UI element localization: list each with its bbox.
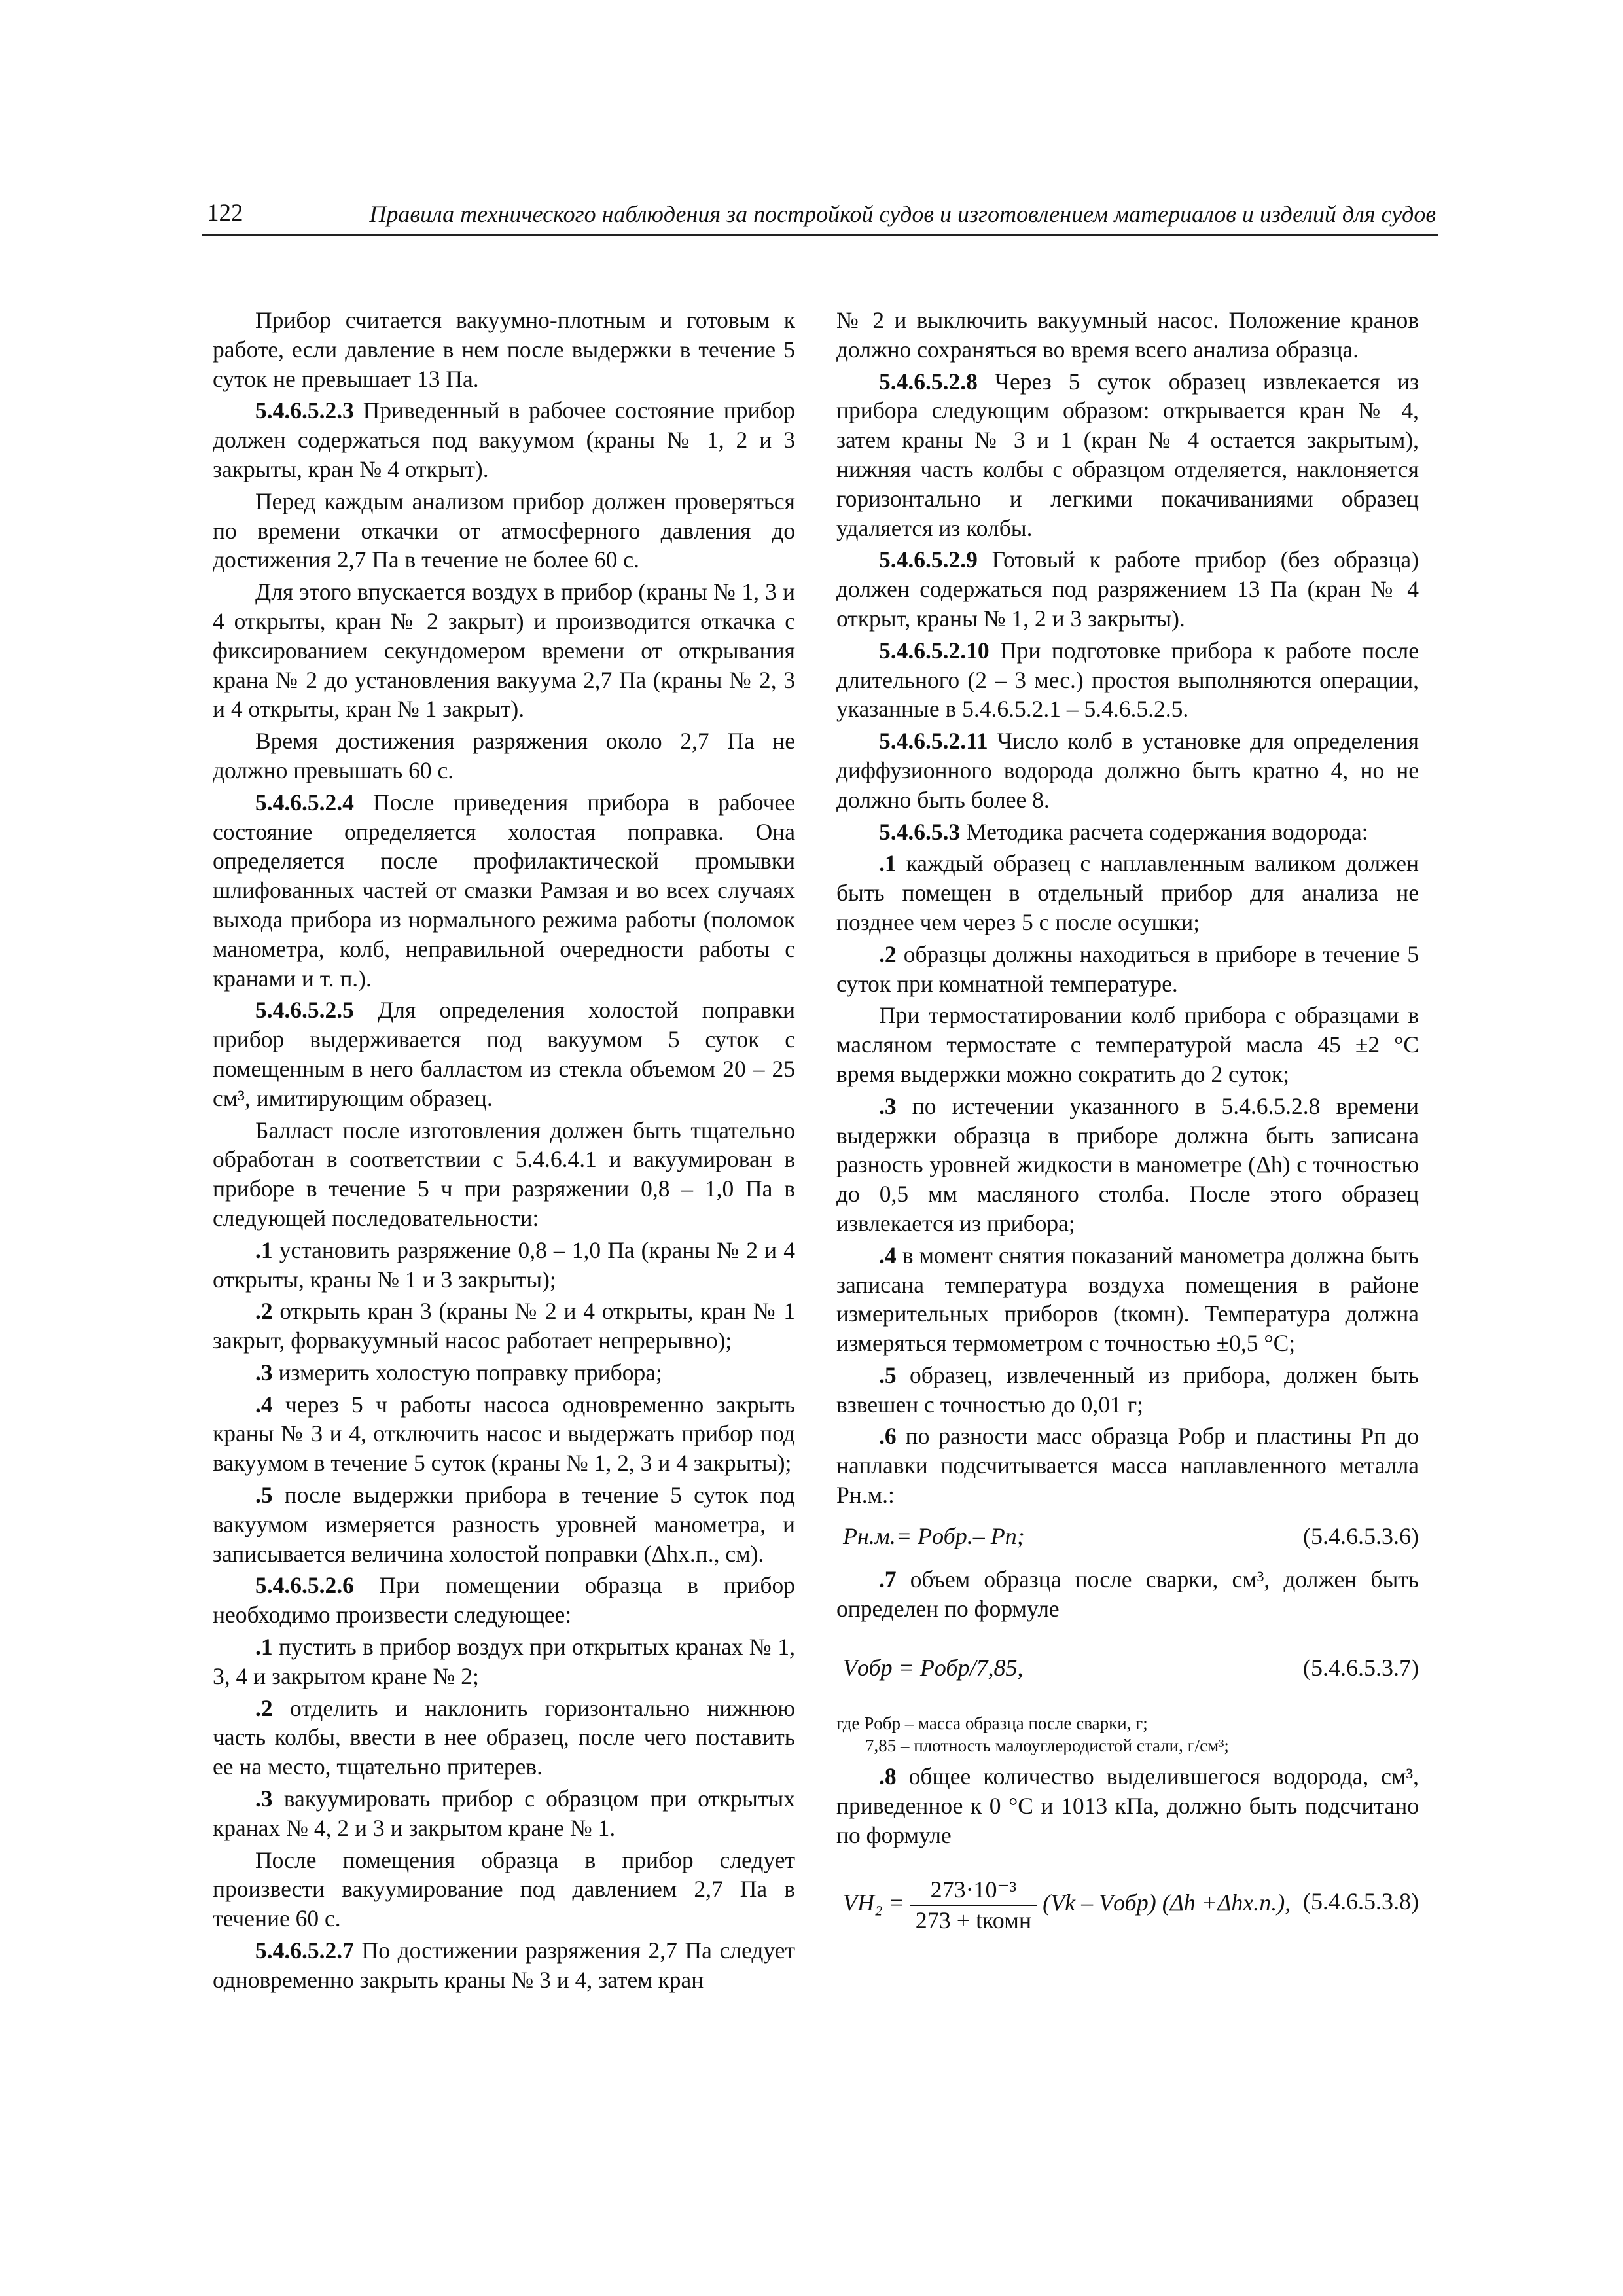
clause-number: 5.4.6.5.2.3	[255, 397, 354, 424]
list-item	[213, 1632, 795, 1691]
list-item	[213, 1694, 795, 1782]
item-text: пустить в прибор воздух при открытых кранах № 1, 3, 4 и закрытом кране № 2;	[213, 1634, 795, 1689]
paragraph	[836, 636, 1419, 724]
legend-line: где Pобр – масса образца после сварки, г;	[836, 1713, 1148, 1734]
list-item	[213, 1390, 795, 1478]
item-text: через 5 ч работы насоса одновременно закрыть краны № 3 и 4, отключить насос и выдержать прибор под вакуумом в течение 5 суток (краны № 1, 2, 3 и 4 закрыты);	[213, 1391, 795, 1477]
item-number: .3	[255, 1785, 273, 1812]
list-item	[836, 940, 1419, 999]
clause-text: Методика расчета содержания водорода:	[960, 818, 1368, 845]
item-text: вакуумировать прибор с образцом при открытых кранах № 4, 2 и 3 и закрытом кране № 1.	[213, 1785, 795, 1841]
item-text: после выдержки прибора в течение 5 суток под вакуумом измеряется разность уровней манометра, и записывается величина холостой поправки (Δhх.п., см).	[213, 1482, 795, 1567]
clause-number: 5.4.6.5.2.8	[879, 368, 978, 395]
list-item	[836, 1565, 1419, 1624]
item-number: .1	[255, 1634, 273, 1660]
clause-number: 5.4.6.5.2.7	[255, 1937, 354, 1964]
formula-rest: (Vk – Vобр) (Δh +Δhх.п.),	[1043, 1889, 1291, 1916]
paragraph	[213, 788, 795, 994]
formula-mass	[836, 1516, 1419, 1558]
item-number: .8	[879, 1763, 897, 1790]
clause-text: После приведения прибора в рабочее состояние определяется холостая поправка. Она определяется после профилактической промывки шлифованных частей от смазки Рамзая и во всех случаях выхода прибора из нормального режима работы (поломок манометра, колб, неправильной очередности работы с кранами и т. п.).	[213, 789, 795, 992]
running-title: Правила технического наблюдения за постройкой судов и изготовлением материалов и изделий для судов	[369, 201, 1436, 227]
formula-hydrogen	[836, 1857, 1419, 1942]
item-number: .3	[879, 1092, 897, 1119]
paragraph: № 2 и выключить вакуумный насос. Положение кранов должно сохраняться во время всего анализа образца.	[836, 307, 1419, 363]
legend-line: 7,85 – плотность малоуглеродистой стали, г/см³;	[865, 1736, 1229, 1756]
list-item	[836, 1422, 1419, 1509]
paragraph: Прибор считается вакуумно-плотным и готовым к работе, если давление в нем после выдержки в течение 5 суток не превышает 13 Па.	[213, 307, 795, 392]
paragraph: При термостатировании колб прибора с образцами в масляном термостате с температурой масла 45 ±2 °С время выдержки можно сократить до 2 суток;	[836, 1002, 1419, 1087]
formula-volume	[836, 1627, 1419, 1706]
paragraph	[213, 396, 795, 484]
paragraph	[213, 996, 795, 1113]
formula-expression: Vобр = Pобр/7,85,	[843, 1655, 1024, 1681]
formula-legend	[836, 1712, 1419, 1757]
list-item	[836, 1361, 1419, 1420]
clause-text: Готовый к работе прибор (без образца) должен содержаться под разряжением 13 Па (кран № 4 открыт, краны № 1, 2 и 3 закрыты).	[836, 547, 1419, 632]
item-number: .2	[255, 1298, 273, 1325]
formula-expression: Pн.м.= Pобр.– Pп;	[843, 1522, 1025, 1549]
item-text: образцы должны находиться в приборе в течение 5 суток при комнатной температуре.	[836, 941, 1419, 997]
clause-text: Для определения холостой поправки прибор выдерживается под вакуумом 5 суток с помещенным в него балластом из стекла объемом 20 – 25 см³, имитирующим образец.	[213, 997, 795, 1111]
paragraph	[836, 817, 1419, 847]
formula-lhs: VH₂ =	[843, 1889, 904, 1916]
list-item	[213, 1480, 795, 1568]
item-number: .2	[879, 941, 897, 967]
clause-number: 5.4.6.5.3	[879, 818, 961, 845]
clause-text: Через 5 суток образец извлекается из прибора следующим образом: открывается кран № 4, затем краны № 3 и 1 (кран № 4 остается закрытым), нижняя часть колбы с образцом отделяется, наклоняется горизонтально и легкими покачиваниями образец удаляется из колбы.	[836, 368, 1419, 541]
item-number: .5	[255, 1482, 273, 1509]
item-number: .1	[255, 1236, 273, 1263]
clause-text: Число колб в установке для определения диффузионного водорода должно быть кратно 4, но не должно быть более 8.	[836, 728, 1419, 813]
item-number: .3	[255, 1359, 273, 1386]
list-item	[836, 1092, 1419, 1238]
item-number: .4	[255, 1391, 273, 1418]
clause-number: 5.4.6.5.2.10	[879, 637, 990, 664]
item-text: в момент снятия показаний манометра должна быть записана температура воздуха помещения в районе измерительных приборов (tкомн). Температура должна измеряться термометром с точностью ±0,5 °С;	[836, 1242, 1419, 1357]
item-text: установить разряжение 0,8 – 1,0 Па (краны № 2 и 4 открыты, краны № 1 и 3 закрыты);	[213, 1236, 795, 1293]
clause-number: 5.4.6.5.2.5	[255, 997, 354, 1024]
item-number: .5	[879, 1361, 897, 1388]
paragraph: После помещения образца в прибор следует произвести вакуумирование под давлением 2,7 Па в течение 60 с.	[213, 1846, 795, 1932]
paragraph: Для этого впускается воздух в прибор (краны № 1, 3 и 4 открыты, кран № 2 закрыт) и производится откачка с фиксированием секундомером времени от открывания крана № 2 до установления вакуума 2,7 Па (краны № 2, 3 и 4 открыты, кран № 1 закрыт).	[213, 579, 795, 723]
list-item	[836, 1762, 1419, 1850]
left-column	[213, 306, 795, 1998]
list-item	[836, 1241, 1419, 1358]
item-text: каждый образец с наплавленным валиком должен быть помещен в отдельный прибор для анализа не позднее чем через 5 с после осушки;	[836, 850, 1419, 935]
paragraph	[836, 367, 1419, 543]
list-item	[213, 1784, 795, 1843]
formula-expression	[843, 1875, 1291, 1935]
fraction-denominator: 273 + tкомн	[915, 1907, 1032, 1933]
formula-fraction	[910, 1875, 1037, 1935]
formula-number: (5.4.6.5.3.8)	[1303, 1888, 1419, 1914]
clause-number: 5.4.6.5.2.6	[255, 1572, 354, 1599]
item-text: измерить холостую поправку прибора;	[272, 1359, 662, 1386]
item-number: .4	[879, 1242, 897, 1268]
paragraph: Перед каждым анализом прибор должен проверяться по времени откачки от атмосферного давления до достижения 2,7 Па в течение не более 60 с.	[213, 488, 795, 573]
paragraph	[213, 1571, 795, 1630]
item-text: образец, извлеченный из прибора, должен быть взвешен с точностью до 0,01 г;	[836, 1361, 1419, 1418]
item-number: .1	[879, 850, 897, 877]
list-item	[836, 849, 1419, 937]
item-number: .6	[879, 1423, 897, 1450]
item-text: отделить и наклонить горизонтально нижнюю часть колбы, ввести в нее образец, после чего поставить ее на место, тщательно притерев.	[213, 1695, 795, 1780]
formula-number: (5.4.6.5.3.7)	[1303, 1655, 1419, 1681]
paragraph	[213, 1936, 795, 1995]
clause-text: При помещении образца в прибор необходимо произвести следующее:	[213, 1572, 795, 1628]
item-text: объем образца после сварки, см³, должен быть определен по формуле	[836, 1566, 1419, 1622]
clause-number: 5.4.6.5.2.4	[255, 789, 354, 816]
item-number: .2	[255, 1695, 273, 1721]
clause-text: При подготовке прибора к работе после длительного (2 – 3 мес.) простоя выполняются операции, указанные в 5.4.6.5.2.1 – 5.4.6.5.2.5.	[836, 637, 1419, 723]
paragraph: Балласт после изготовления должен быть тщательно обработан в соответствии с 5.4.6.4.1 и вакуумирован в приборе в течение 5 ч при разряжении 0,8 – 1,0 Па в следующей последовательности:	[213, 1117, 795, 1231]
clause-number: 5.4.6.5.2.11	[879, 728, 988, 755]
paragraph	[836, 726, 1419, 814]
page-number: 122	[207, 200, 243, 226]
clause-number: 5.4.6.5.2.9	[879, 547, 978, 573]
paragraph: Время достижения разряжения около 2,7 Па не должно превышать 60 с.	[213, 728, 795, 783]
item-number: .7	[879, 1566, 897, 1592]
right-column	[836, 306, 1419, 1948]
formula-number: (5.4.6.5.3.6)	[1303, 1522, 1419, 1549]
paragraph	[836, 545, 1419, 633]
clause-text: Приведенный в рабочее состояние прибор должен содержаться под вакуумом (краны № 1, 2 и 3 закрыты, кран № 4 открыт).	[213, 397, 795, 482]
fraction-numerator: 273·10⁻³	[910, 1875, 1037, 1906]
list-item	[213, 1236, 795, 1295]
item-text: открыть кран 3 (краны № 2 и 4 открыты, кран № 1 закрыт, форвакуумный насос работает непрерывно);	[213, 1298, 795, 1354]
list-item	[213, 1297, 795, 1355]
clause-text: По достижении разряжения 2,7 Па следует одновременно закрыть краны № 3 и 4, затем кран	[213, 1937, 795, 1993]
item-text: общее количество выделившегося водорода, см³, приведенное к 0 °С и 1013 кПа, должно быть подсчитано по формуле	[836, 1763, 1419, 1849]
page-header	[202, 196, 1438, 236]
list-item	[213, 1358, 795, 1388]
item-text: по истечении указанного в 5.4.6.5.2.8 времени выдержки образца в приборе должна быть записана разность уровней жидкости в манометре (Δh) с точностью до 0,5 мм масляного столба. После этого образец извлекается из прибора;	[836, 1092, 1419, 1236]
item-text: по разности масс образца Pобр и пластины Pп до наплавки подсчитывается масса наплавленного металла Pн.м.:	[836, 1423, 1419, 1509]
